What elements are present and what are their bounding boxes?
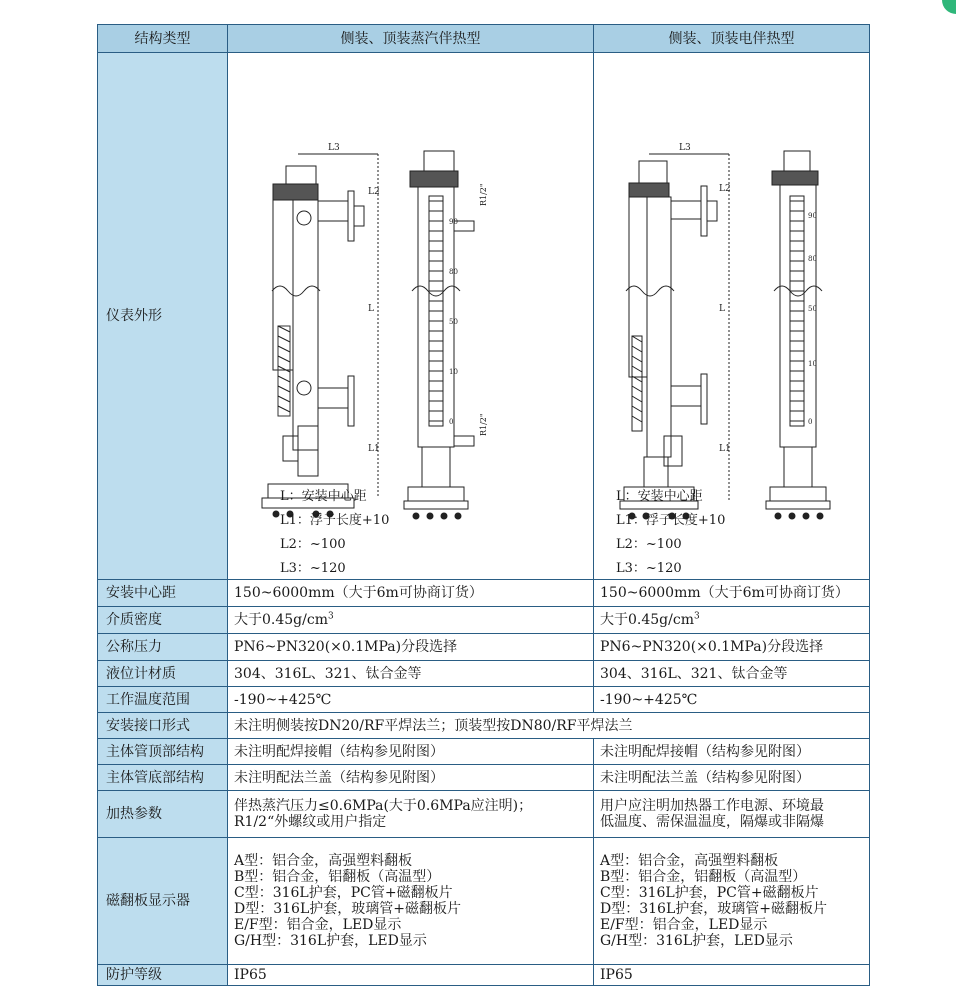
steam-gauge-drawing xyxy=(228,106,594,526)
electric-figure-cell xyxy=(594,53,870,580)
row-top-structure xyxy=(98,739,870,765)
steam-value xyxy=(228,791,594,838)
scale-mark-90: 90 xyxy=(449,218,458,226)
superscript: 3 xyxy=(327,611,334,622)
row-label: 安装接口形式 xyxy=(98,713,228,739)
dim-l1: L1 xyxy=(368,444,380,454)
steam-value: IP65 xyxy=(228,965,594,986)
row-temperature-range xyxy=(98,687,870,713)
legend-line: L1：浮子长度+10 xyxy=(616,513,726,528)
dim-l3-electric: L3 xyxy=(679,143,691,153)
display-line: B型：铝合金，铝翻板（高温型） xyxy=(600,869,807,885)
electric-value: 未注明配法兰盖（结构参见附图） xyxy=(594,765,870,791)
steam-value: 未注明配焊接帽（结构参见附图） xyxy=(228,739,594,765)
top-mount-gauge-electric xyxy=(766,151,830,519)
display-line: A型：铝合金，高强塑料翻板 xyxy=(234,853,413,869)
steam-value: 未注明配法兰盖（结构参见附图） xyxy=(228,765,594,791)
scale-mark-80-electric: 80 xyxy=(808,255,817,263)
dim-l-electric: L xyxy=(719,304,725,314)
row-label: 公称压力 xyxy=(98,634,228,661)
display-line: E/F型：铝合金，LED显示 xyxy=(234,917,402,933)
heating-line: R1/2“外螺纹或用户指定 xyxy=(234,814,387,830)
row-label: 主体管底部结构 xyxy=(98,765,228,791)
legend-line: L：安装中心距 xyxy=(616,489,703,504)
row-material xyxy=(98,661,870,687)
figure-label: 仪表外形 xyxy=(98,53,228,580)
row-heating xyxy=(98,791,870,838)
row-protection xyxy=(98,965,870,986)
legend-line: L：安装中心距 xyxy=(280,489,367,504)
row-label: 工作温度范围 xyxy=(98,687,228,713)
display-line: C型：316L护套，PC管+磁翻板片 xyxy=(600,885,819,901)
dim-l2-electric: L2 xyxy=(719,184,731,194)
heating-line: 伴热蒸汽压力≤0.6MPa(大于0.6MPa应注明)； xyxy=(234,798,533,814)
display-line: G/H型：316L护套，LED显示 xyxy=(234,933,427,949)
electric-value: 304、316L、321、钛合金等 xyxy=(594,661,870,687)
figure-row xyxy=(98,53,870,580)
electric-value xyxy=(594,791,870,838)
scale-mark-0-electric: 0 xyxy=(808,418,813,426)
row-label: 液位计材质 xyxy=(98,661,228,687)
row-install-distance xyxy=(98,580,870,607)
row-nominal-pressure xyxy=(98,634,870,661)
scale-mark-0: 0 xyxy=(449,418,454,426)
display-line: C型：316L护套，PC管+磁翻板片 xyxy=(234,885,453,901)
dim-r12-bottom: R1/2" xyxy=(479,413,488,436)
electric-value xyxy=(594,838,870,965)
scale-mark-10: 10 xyxy=(449,368,458,376)
steam-value: 304、316L、321、钛合金等 xyxy=(228,661,594,687)
electric-value: -190~+425℃ xyxy=(594,687,870,713)
header-structure-type: 结构类型 xyxy=(98,25,228,53)
heating-line: 用户应注明加热器工作电源、环境最 xyxy=(600,798,824,814)
electric-legend xyxy=(616,485,725,580)
scale-mark-90-electric: 90 xyxy=(808,212,817,220)
row-label: 主体管顶部结构 xyxy=(98,739,228,765)
superscript: 3 xyxy=(693,611,700,622)
steam-value: PN6~PN320(×0.1MPa)分段选择 xyxy=(228,634,594,661)
steam-value: 大于$0.45g/cm^3$ xyxy=(228,607,594,634)
scale-mark-80: 80 xyxy=(449,268,458,276)
steam-figure-cell xyxy=(228,53,594,580)
row-label: 加热参数 xyxy=(98,791,228,838)
legend-line: L2：~100 xyxy=(616,537,682,552)
steam-value: -190~+425℃ xyxy=(228,687,594,713)
merged-value: 未注明侧装按DN20/RF平焊法兰；顶装型按DN80/RF平焊法兰 xyxy=(228,713,870,739)
display-line: D型：316L护套，玻璃管+磁翻板片 xyxy=(234,901,461,917)
display-line: A型：铝合金，高强塑料翻板 xyxy=(600,853,779,869)
header-electric-heated: 侧装、顶装电伴热型 xyxy=(594,25,870,53)
electric-value: 未注明配焊接帽（结构参见附图） xyxy=(594,739,870,765)
display-line: B型：铝合金，铝翻板（高温型） xyxy=(234,869,441,885)
display-line: G/H型：316L护套，LED显示 xyxy=(600,933,793,949)
scale-mark-10-electric: 10 xyxy=(808,360,817,368)
header-row xyxy=(98,25,870,53)
electric-value: 150~6000mm（大于6m可协商订货） xyxy=(594,580,870,607)
dim-l2: L2 xyxy=(368,187,380,197)
header-steam-heated: 侧装、顶装蒸汽伴热型 xyxy=(228,25,594,53)
row-label: 磁翻板显示器 xyxy=(98,838,228,965)
row-display xyxy=(98,838,870,965)
steam-value xyxy=(228,838,594,965)
row-label: 介质密度 xyxy=(98,607,228,634)
corner-badge xyxy=(942,0,956,14)
steam-legend xyxy=(280,485,389,580)
row-label: 安装中心距 xyxy=(98,580,228,607)
side-mount-gauge xyxy=(262,143,380,517)
legend-line: L1：浮子长度+10 xyxy=(280,513,390,528)
row-label: 防护等级 xyxy=(98,965,228,986)
dim-l1-electric: L1 xyxy=(719,444,731,454)
spec-table xyxy=(97,24,870,986)
row-medium-density xyxy=(98,607,870,634)
side-mount-gauge-electric xyxy=(620,143,731,519)
electric-value: 大于$0.45g/cm^3$ xyxy=(594,607,870,634)
heating-line: 低温度、需保温温度，隔爆或非隔爆 xyxy=(600,814,824,830)
scale-mark-50-electric: 50 xyxy=(808,305,817,313)
dim-l: L xyxy=(368,304,374,314)
electric-value: PN6~PN320(×0.1MPa)分段选择 xyxy=(594,634,870,661)
electric-value: IP65 xyxy=(594,965,870,986)
display-line: E/F型：铝合金，LED显示 xyxy=(600,917,768,933)
display-line: D型：316L护套，玻璃管+磁翻板片 xyxy=(600,901,827,917)
row-connection-type xyxy=(98,713,870,739)
dim-r12-top: R1/2" xyxy=(479,183,488,206)
dim-l3: L3 xyxy=(328,143,340,153)
legend-line: L2：~100 xyxy=(280,537,346,552)
legend-line: L3：~120 xyxy=(280,561,346,576)
electric-gauge-drawing xyxy=(594,106,870,526)
legend-line: L3：~120 xyxy=(616,561,682,576)
row-bottom-structure xyxy=(98,765,870,791)
top-mount-gauge xyxy=(404,151,488,519)
steam-value: 150~6000mm（大于6m可协商订货） xyxy=(228,580,594,607)
scale-mark-50: 50 xyxy=(449,318,458,326)
